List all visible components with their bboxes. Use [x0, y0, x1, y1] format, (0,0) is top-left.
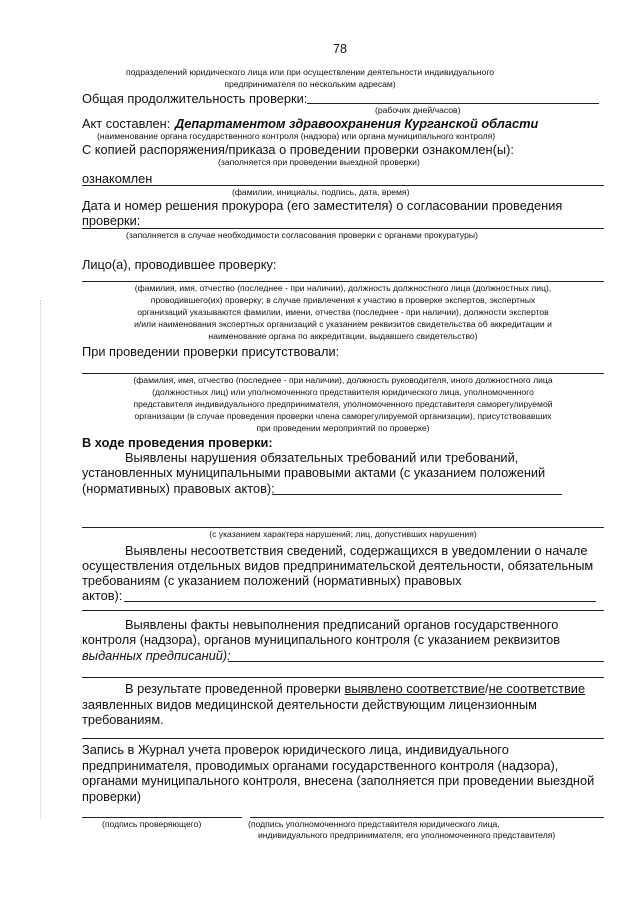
- header-line-1: подразделений юридического лица или при осуществлении деятельности индивидуального: [125, 67, 495, 77]
- signature-line-right: [250, 817, 604, 818]
- duration-note: (рабочих дней/часов): [375, 105, 461, 115]
- header-line-2: предпринимателя по нескольким адресам): [224, 79, 396, 89]
- during-p3-line-3: выданных предписаний):: [82, 648, 231, 663]
- act-value: Департаментом здравоохранения Курганской области: [175, 116, 539, 131]
- prosecutor-note: (заполняется в случае необходимости согласования проверки с органами прокуратуры): [126, 230, 478, 240]
- present-note-2: (должностных лиц) или уполномоченного представителя юридического лица, уполномоченного: [152, 387, 534, 397]
- inspector-label: Лицо(а), проводившее проверку:: [82, 257, 277, 272]
- margin-line: [40, 300, 41, 820]
- inspector-line: [82, 281, 604, 282]
- during-p3-line: [82, 677, 604, 678]
- duration-line: [307, 103, 599, 104]
- during-p1-line-2: установленных муниципальными правовыми актами (с указанием положений: [82, 465, 546, 480]
- copy-value: ознакомлен: [82, 171, 153, 186]
- journal-line-4: проверки): [82, 789, 142, 804]
- copy-line: [82, 185, 604, 186]
- journal-line-2: предпринимателя, проводимых органами государственного контроля (надзора),: [82, 758, 559, 773]
- act-label: Акт составлен:: [82, 116, 171, 131]
- prosecutor-line-2: проверки:: [82, 213, 141, 228]
- act-note: (наименование органа государственного контроля (надзора) или органа муниципального контроля): [97, 131, 496, 141]
- present-note-3: представителя индивидуального предпринимателя, уполномоченного представителя саморегулируемой: [133, 399, 553, 409]
- during-p1-line-3: (нормативных) правовых актов):: [82, 481, 275, 496]
- during-p2-fill: [124, 601, 596, 602]
- present-line: [82, 373, 604, 374]
- duration-label: Общая продолжительность проверки:: [82, 91, 308, 106]
- during-p4-line-2: заявленных видов медицинской деятельности действующим лицензионным: [82, 697, 537, 712]
- during-p1-fill: [272, 494, 562, 495]
- signature-right-note-1: (подпись уполномоченного представителя юридического лица,: [248, 819, 500, 829]
- during-p1-line: [82, 527, 604, 528]
- during-p1-note: (с указанием характера нарушений; лиц, допустивших нарушения): [209, 529, 477, 539]
- inspector-note-3: организаций указываются фамилии, имени, отчества (последнее - при наличии), должности экспертов: [137, 307, 549, 317]
- during-p3-fill: [228, 661, 604, 662]
- during-p4-line: [82, 738, 604, 739]
- during-p4-line-3: требованиям.: [82, 712, 164, 727]
- signature-left-note: (подпись проверяющего): [102, 819, 202, 829]
- signature-right-note-2: индивидуального предпринимателя, его уполномоченного представителя): [258, 830, 556, 840]
- prosecutor-line: [82, 228, 604, 229]
- prosecutor-line-1: Дата и номер решения прокурора (его заместителя) о согласовании проведения: [82, 198, 563, 213]
- present-note-4: организации (в случае проведения проверки члена саморегулируемой организации), присутствовавших: [134, 411, 552, 421]
- present-note-1: (фамилия, имя, отчество (последнее - при наличии), должность руководителя, иного должностного лица: [133, 375, 553, 385]
- during-p4-sep: /: [485, 681, 489, 696]
- copy-note-2: (фамилии, инициалы, подпись, дата, время): [232, 187, 410, 197]
- during-p3-top-line: [82, 610, 604, 611]
- journal-line-1: Запись в Журнал учета проверок юридического лица, индивидуального: [82, 742, 509, 757]
- inspector-note-1: (фамилия, имя, отчество (последнее - при наличии), должность должностного лица (должностных лиц),: [134, 283, 552, 293]
- during-p1-line-1: Выявлены нарушения обязательных требований или требований,: [125, 450, 519, 465]
- present-note-5: при проведении мероприятий по проверке): [256, 423, 430, 433]
- during-p3-line-1: Выявлены факты невыполнения предписаний органов государственного: [125, 617, 559, 632]
- during-p2-line-2: осуществления отдельных видов предпринимательской деятельности, обязательным: [82, 558, 594, 573]
- during-p4-line-1: [125, 681, 585, 696]
- journal-line-3: органами муниципального контроля, внесена (заполняется при проведении выездной: [82, 773, 595, 788]
- during-heading: В ходе проведения проверки:: [82, 435, 273, 450]
- during-p2-line-3: требованиям (с указанием положений (нормативных) правовых: [82, 573, 462, 588]
- during-p3-line-2: контроля (надзора), органов муниципального контроля (с указанием реквизитов: [82, 632, 561, 647]
- during-p2-line-1: Выявлены несоответствия сведений, содержащихся в уведомлении о начале: [125, 543, 588, 558]
- during-p4-u2: не соответствие: [488, 681, 586, 696]
- copy-label: С копией распоряжения/приказа о проведении проверки ознакомлен(ы):: [82, 142, 514, 157]
- during-p4-u1: выявлено соответствие: [344, 681, 486, 696]
- during-p4-start: В результате проведенной проверки: [125, 681, 345, 696]
- copy-note-1: (заполняется при проведении выездной проверки): [218, 157, 420, 167]
- signature-line-left: [82, 817, 242, 818]
- page-number: 78: [333, 42, 347, 56]
- inspector-note-2: проводившего(их) проверку; в случае привлечения к участию в проверке экспертов, экспертных: [150, 295, 536, 305]
- present-label: При проведении проверки присутствовали:: [82, 344, 340, 359]
- during-p2-line-4: актов):: [82, 588, 123, 603]
- inspector-note-4: и/или наименования экспертных организаций с указанием реквизитов свидетельства об аккредитации и: [134, 319, 552, 329]
- inspector-note-5: наименование органа по аккредитации, выдавшего свидетельство): [208, 331, 478, 341]
